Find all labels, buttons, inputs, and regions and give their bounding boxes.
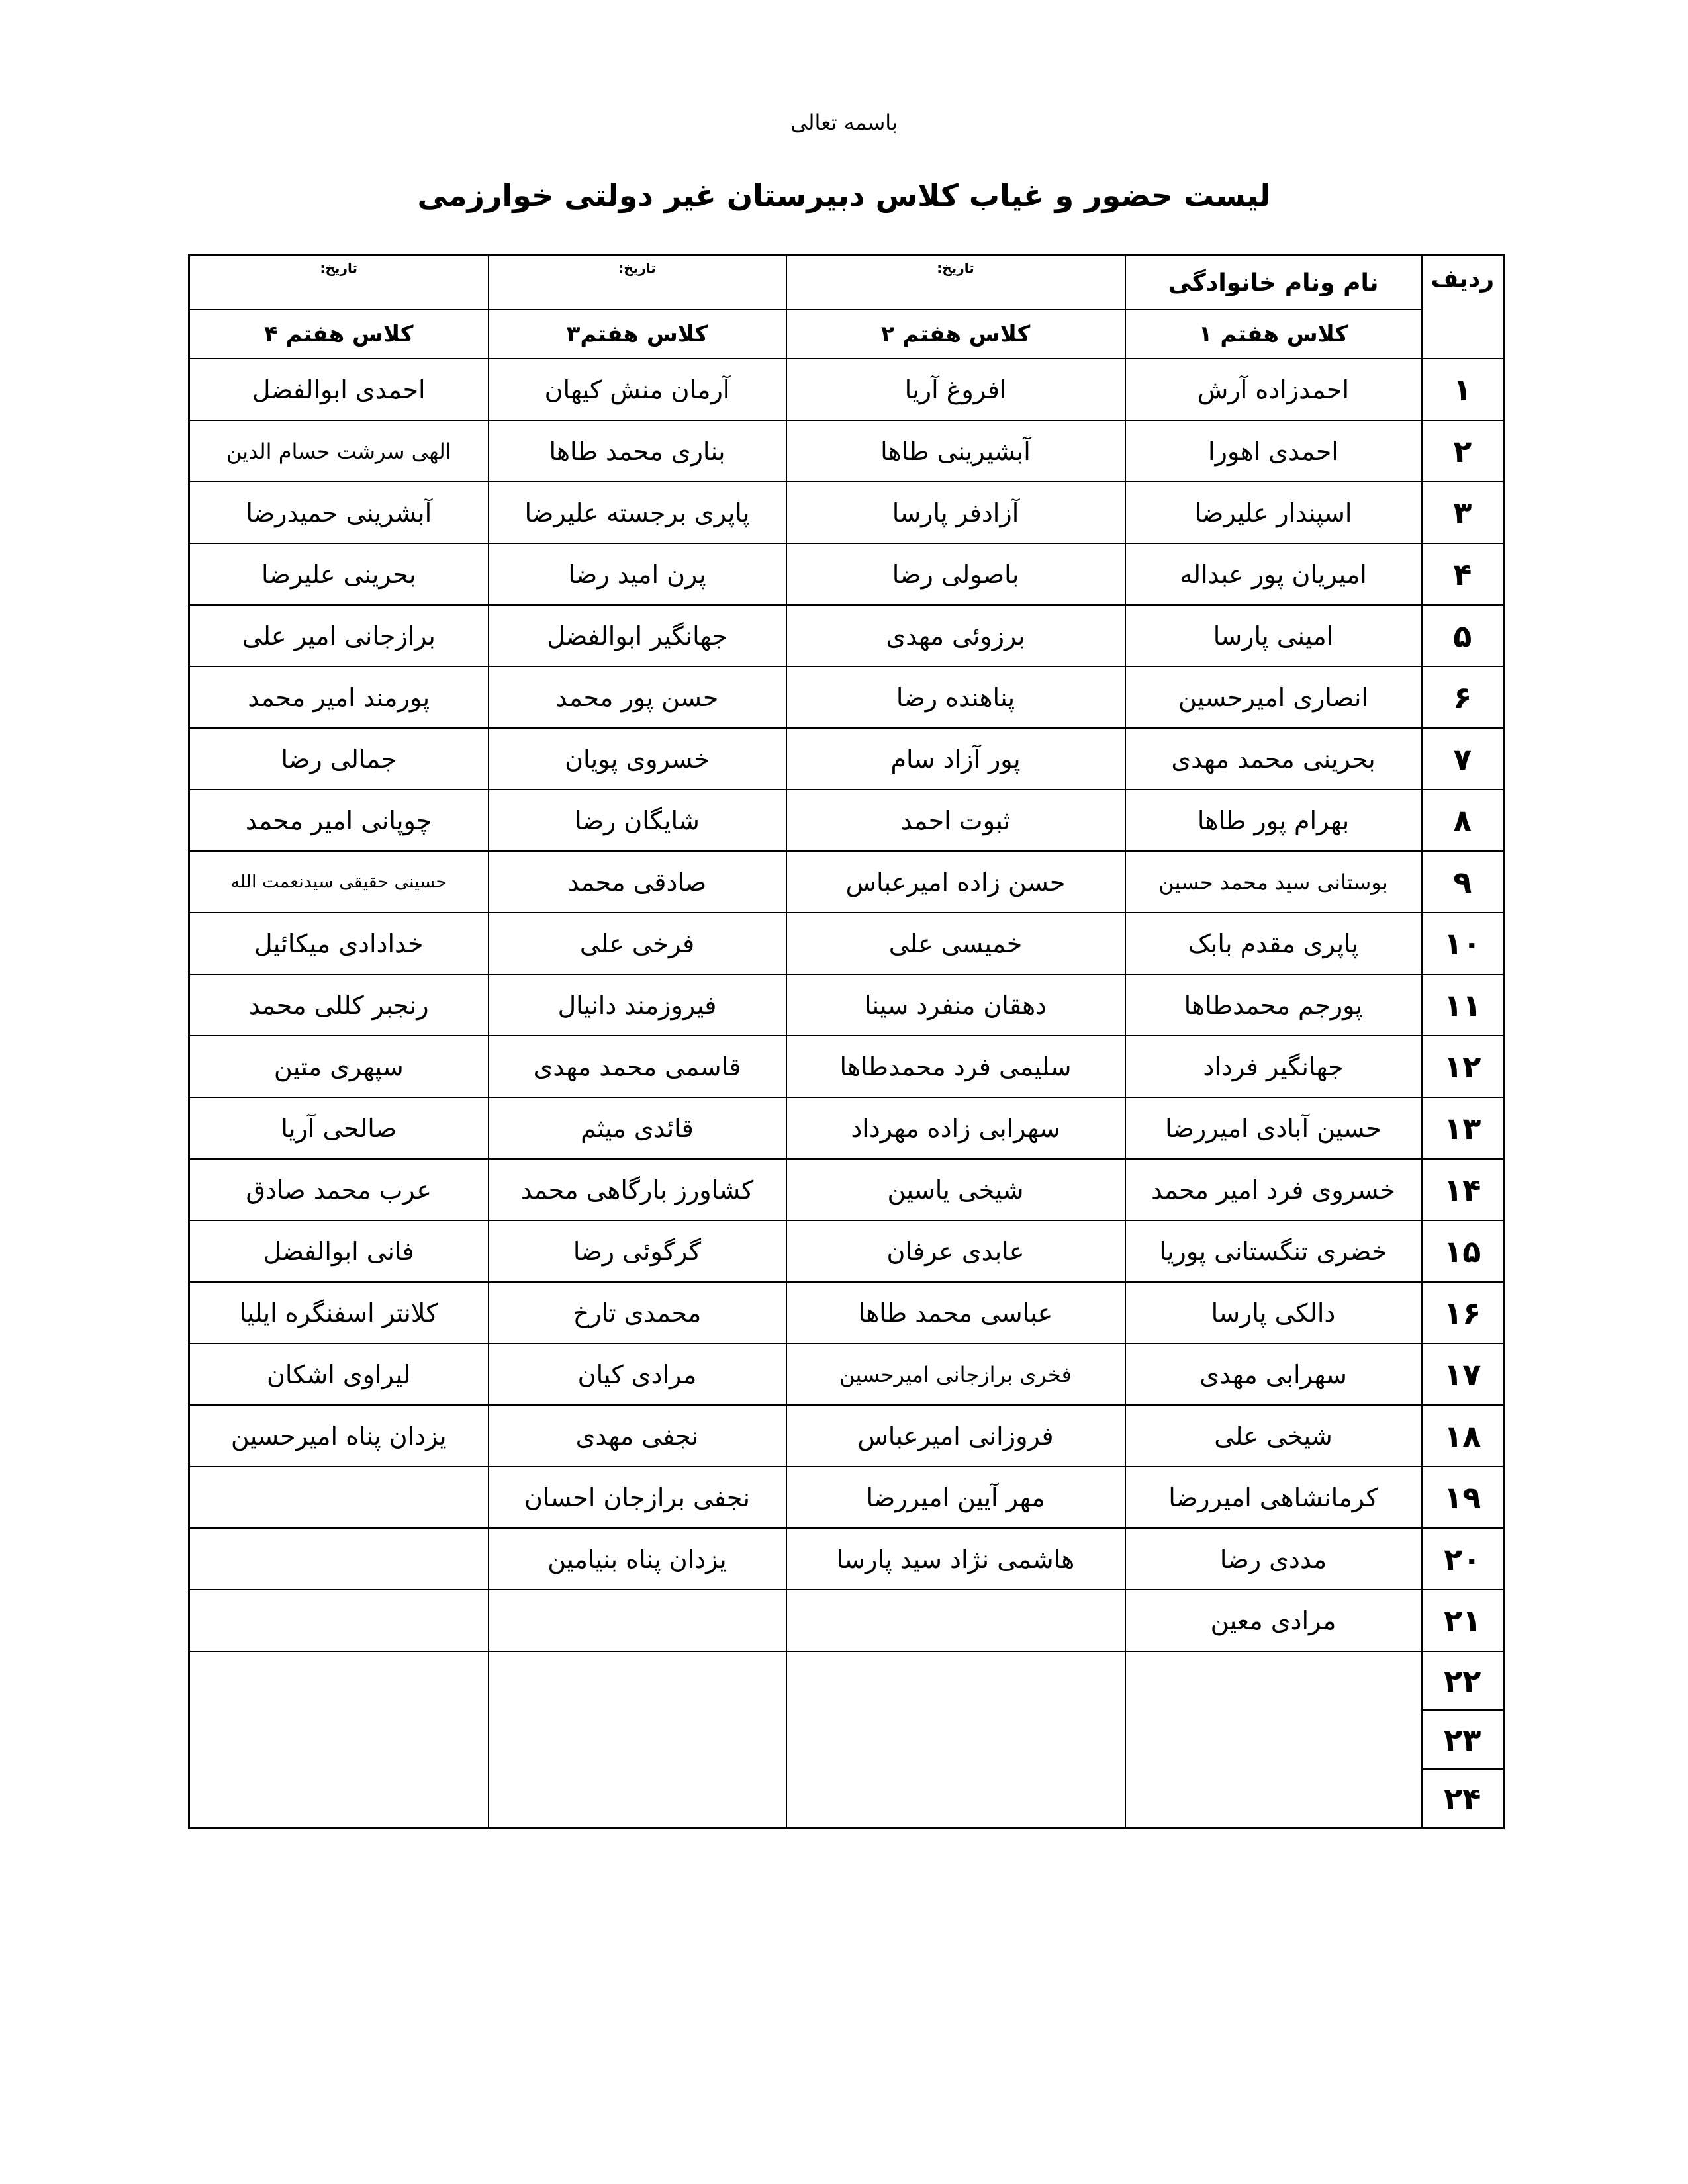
empty-block-class-3 bbox=[489, 1651, 786, 1829]
student-name-class-2: پناهنده رضا bbox=[786, 666, 1125, 728]
row-number: ۲۴ bbox=[1422, 1769, 1504, 1829]
student-name-class-3: نجفی برازجان احسان bbox=[489, 1467, 786, 1528]
table-row bbox=[189, 1036, 1504, 1097]
table-row bbox=[189, 913, 1504, 974]
student-name-class-4: فانی ابوالفضل bbox=[189, 1220, 489, 1282]
empty-block-class-2 bbox=[786, 1651, 1125, 1829]
student-name-class-3: حسن پور محمد bbox=[489, 666, 786, 728]
student-name-class-1: پورجم محمدطاها bbox=[1125, 974, 1422, 1036]
student-name-class-4: صالحی آریا bbox=[189, 1097, 489, 1159]
row-number: ۶ bbox=[1422, 666, 1504, 728]
student-name-class-2: آبشیرینی طاها bbox=[786, 420, 1125, 482]
student-name-class-3: بناری محمد طاها bbox=[489, 420, 786, 482]
student-name-class-3: پاپری برجسته علیرضا bbox=[489, 482, 786, 543]
student-name-class-3: محمدی تارخ bbox=[489, 1282, 786, 1343]
student-name-class-2: افروغ آریا bbox=[786, 359, 1125, 420]
student-name-class-2: هاشمی نژاد سید پارسا bbox=[786, 1528, 1125, 1590]
student-name-class-4: یزدان پناه امیرحسین bbox=[189, 1405, 489, 1467]
table-row bbox=[189, 1405, 1504, 1467]
student-name-class-3: جهانگیر ابوالفضل bbox=[489, 605, 786, 666]
student-name-class-1: مددی رضا bbox=[1125, 1528, 1422, 1590]
student-name-class-4: سپهری متین bbox=[189, 1036, 489, 1097]
student-name-class-3: کشاورز بارگاهی محمد bbox=[489, 1159, 786, 1220]
student-name-class-3: صادقی محمد bbox=[489, 851, 786, 913]
class-header-4: کلاس هفتم ۴ bbox=[189, 310, 489, 359]
student-name-class-3: خسروی پویان bbox=[489, 728, 786, 790]
student-name-class-2: فخری برازجانی امیرحسین bbox=[786, 1343, 1125, 1405]
student-name-class-4: رنجبر کللی محمد bbox=[189, 974, 489, 1036]
student-name-class-4: خدادادی میکائیل bbox=[189, 913, 489, 974]
class-header-1: کلاس هفتم ۱ bbox=[1125, 310, 1422, 359]
student-name-class-1: سهرابی مهدی bbox=[1125, 1343, 1422, 1405]
student-name-class-1: اسپندار علیرضا bbox=[1125, 482, 1422, 543]
student-name-class-3: پرن امید رضا bbox=[489, 543, 786, 605]
row-number: ۲۱ bbox=[1422, 1590, 1504, 1651]
table-row bbox=[189, 1590, 1504, 1651]
student-name-class-4: بحرینی علیرضا bbox=[189, 543, 489, 605]
table-row bbox=[189, 851, 1504, 913]
table-row bbox=[189, 605, 1504, 666]
table-row bbox=[189, 666, 1504, 728]
student-name-class-1: دالکی پارسا bbox=[1125, 1282, 1422, 1343]
row-number: ۱۵ bbox=[1422, 1220, 1504, 1282]
student-name-class-1: پاپری مقدم بابک bbox=[1125, 913, 1422, 974]
student-name-class-1: کرمانشاهی امیررضا bbox=[1125, 1467, 1422, 1528]
student-name-class-2: ثبوت احمد bbox=[786, 790, 1125, 851]
student-name-class-3: یزدان پناه بنیامین bbox=[489, 1528, 786, 1590]
student-name-class-1: بهرام پور طاها bbox=[1125, 790, 1422, 851]
row-number: ۲۳ bbox=[1422, 1710, 1504, 1769]
student-name-class-3: آرمان منش کیهان bbox=[489, 359, 786, 420]
basmala-heading: باسمه تعالی bbox=[790, 110, 898, 135]
student-name-class-1: جهانگیر فرداد bbox=[1125, 1036, 1422, 1097]
student-name-class-2: شیخی یاسین bbox=[786, 1159, 1125, 1220]
table-row bbox=[189, 1467, 1504, 1528]
student-name-class-1: بوستانی سید محمد حسین bbox=[1125, 851, 1422, 913]
student-name-class-1: حسین آبادی امیررضا bbox=[1125, 1097, 1422, 1159]
student-name-class-3: قائدی میثم bbox=[489, 1097, 786, 1159]
row-number: ۱ bbox=[1422, 359, 1504, 420]
table-row bbox=[189, 728, 1504, 790]
date-field-class-3[interactable]: تاریخ: bbox=[489, 255, 786, 310]
student-name-class-2: عباسی محمد طاها bbox=[786, 1282, 1125, 1343]
table-row bbox=[189, 974, 1504, 1036]
student-name-class-3: شایگان رضا bbox=[489, 790, 786, 851]
date-field-class-2[interactable]: تاریخ: bbox=[786, 255, 1125, 310]
empty-block-class-1 bbox=[1125, 1651, 1422, 1829]
row-number: ۳ bbox=[1422, 482, 1504, 543]
student-name-class-4: الهی سرشت حسام الدین bbox=[189, 420, 489, 482]
row-number: ۹ bbox=[1422, 851, 1504, 913]
table-row bbox=[189, 1220, 1504, 1282]
row-number: ۲۰ bbox=[1422, 1528, 1504, 1590]
student-name-class-1: انصاری امیرحسین bbox=[1125, 666, 1422, 728]
attendance-table bbox=[188, 254, 1505, 1829]
row-number: ۱۱ bbox=[1422, 974, 1504, 1036]
empty-block-class-4 bbox=[189, 1651, 489, 1829]
table-row bbox=[189, 1651, 1504, 1710]
row-number: ۷ bbox=[1422, 728, 1504, 790]
student-name-class-3: مرادی کیان bbox=[489, 1343, 786, 1405]
student-name-class-2: پور آزاد سام bbox=[786, 728, 1125, 790]
row-number: ۵ bbox=[1422, 605, 1504, 666]
student-name-class-4: عرب محمد صادق bbox=[189, 1159, 489, 1220]
student-name-class-1: بحرینی محمد مهدی bbox=[1125, 728, 1422, 790]
student-name-class-1: مرادی معین bbox=[1125, 1590, 1422, 1651]
row-number: ۱۲ bbox=[1422, 1036, 1504, 1097]
student-name-class-4: حسینی حقیقی سیدنعمت الله bbox=[189, 851, 489, 913]
student-name-class-4: برازجانی امیر علی bbox=[189, 605, 489, 666]
student-name-class-4: آبشرینی حمیدرضا bbox=[189, 482, 489, 543]
student-name-class-2: مهر آیین امیررضا bbox=[786, 1467, 1125, 1528]
student-name-class-4 bbox=[189, 1590, 489, 1651]
class-header-3: کلاس هفتم۳ bbox=[489, 310, 786, 359]
student-name-class-3: فیروزمند دانیال bbox=[489, 974, 786, 1036]
row-number: ۱۹ bbox=[1422, 1467, 1504, 1528]
student-name-class-4: احمدی ابوالفضل bbox=[189, 359, 489, 420]
table-row bbox=[189, 359, 1504, 420]
student-name-class-2: عابدی عرفان bbox=[786, 1220, 1125, 1282]
page-title: لیست حضور و غیاب کلاس دبیرستان غیر دولتی خوارزمی bbox=[417, 177, 1271, 213]
row-number: ۱۸ bbox=[1422, 1405, 1504, 1467]
student-name-class-2 bbox=[786, 1590, 1125, 1651]
student-name-class-3: فرخی علی bbox=[489, 913, 786, 974]
student-name-class-2: برزوئی مهدی bbox=[786, 605, 1125, 666]
student-name-class-3 bbox=[489, 1590, 786, 1651]
student-name-class-1: احمدزاده آرش bbox=[1125, 359, 1422, 420]
student-name-class-4: جمالی رضا bbox=[189, 728, 489, 790]
row-number: ۴ bbox=[1422, 543, 1504, 605]
student-name-class-2: خمیسی علی bbox=[786, 913, 1125, 974]
student-name-class-3: قاسمی محمد مهدی bbox=[489, 1036, 786, 1097]
header-row bbox=[189, 255, 1504, 310]
row-number-header: ردیف bbox=[1422, 255, 1504, 359]
student-name-class-1: احمدی اهورا bbox=[1125, 420, 1422, 482]
row-number: ۱۷ bbox=[1422, 1343, 1504, 1405]
student-name-class-2: دهقان منفرد سینا bbox=[786, 974, 1125, 1036]
student-name-class-2: سلیمی فرد محمدطاها bbox=[786, 1036, 1125, 1097]
student-name-class-1: امیریان پور عبداله bbox=[1125, 543, 1422, 605]
row-number: ۱۳ bbox=[1422, 1097, 1504, 1159]
student-name-class-4 bbox=[189, 1528, 489, 1590]
table-row bbox=[189, 1528, 1504, 1590]
student-name-class-2: حسن زاده امیرعباس bbox=[786, 851, 1125, 913]
row-number: ۲۲ bbox=[1422, 1651, 1504, 1710]
table-row bbox=[189, 1282, 1504, 1343]
date-field-class-4[interactable]: تاریخ: bbox=[189, 255, 489, 310]
student-name-class-4: لیراوی اشکان bbox=[189, 1343, 489, 1405]
table-row bbox=[189, 420, 1504, 482]
table-row bbox=[189, 1343, 1504, 1405]
row-number: ۱۶ bbox=[1422, 1282, 1504, 1343]
student-name-class-1: خسروی فرد امیر محمد bbox=[1125, 1159, 1422, 1220]
table-row bbox=[189, 482, 1504, 543]
student-name-class-4: کلانتر اسفنگره ایلیا bbox=[189, 1282, 489, 1343]
student-name-class-1: شیخی علی bbox=[1125, 1405, 1422, 1467]
student-name-class-2: آزادفر پارسا bbox=[786, 482, 1125, 543]
row-number: ۲ bbox=[1422, 420, 1504, 482]
student-name-class-2: فروزانی امیرعباس bbox=[786, 1405, 1125, 1467]
student-name-class-2: باصولی رضا bbox=[786, 543, 1125, 605]
student-name-class-4: چوپانی امیر محمد bbox=[189, 790, 489, 851]
table-row bbox=[189, 1097, 1504, 1159]
student-name-class-1: امینی پارسا bbox=[1125, 605, 1422, 666]
table-row bbox=[189, 1159, 1504, 1220]
table-row bbox=[189, 790, 1504, 851]
row-number: ۱۰ bbox=[1422, 913, 1504, 974]
student-name-class-4 bbox=[189, 1467, 489, 1528]
student-name-class-3: نجفی مهدی bbox=[489, 1405, 786, 1467]
table-row bbox=[189, 543, 1504, 605]
row-number: ۱۴ bbox=[1422, 1159, 1504, 1220]
student-name-class-4: پورمند امیر محمد bbox=[189, 666, 489, 728]
student-name-class-3: گرگوئی رضا bbox=[489, 1220, 786, 1282]
student-name-class-2: سهرابی زاده مهرداد bbox=[786, 1097, 1125, 1159]
name-header: نام ونام خانوادگی bbox=[1125, 255, 1422, 310]
class-header-2: کلاس هفتم ۲ bbox=[786, 310, 1125, 359]
row-number: ۸ bbox=[1422, 790, 1504, 851]
class-header-row bbox=[189, 310, 1504, 359]
student-name-class-1: خضری تنگستانی پوریا bbox=[1125, 1220, 1422, 1282]
